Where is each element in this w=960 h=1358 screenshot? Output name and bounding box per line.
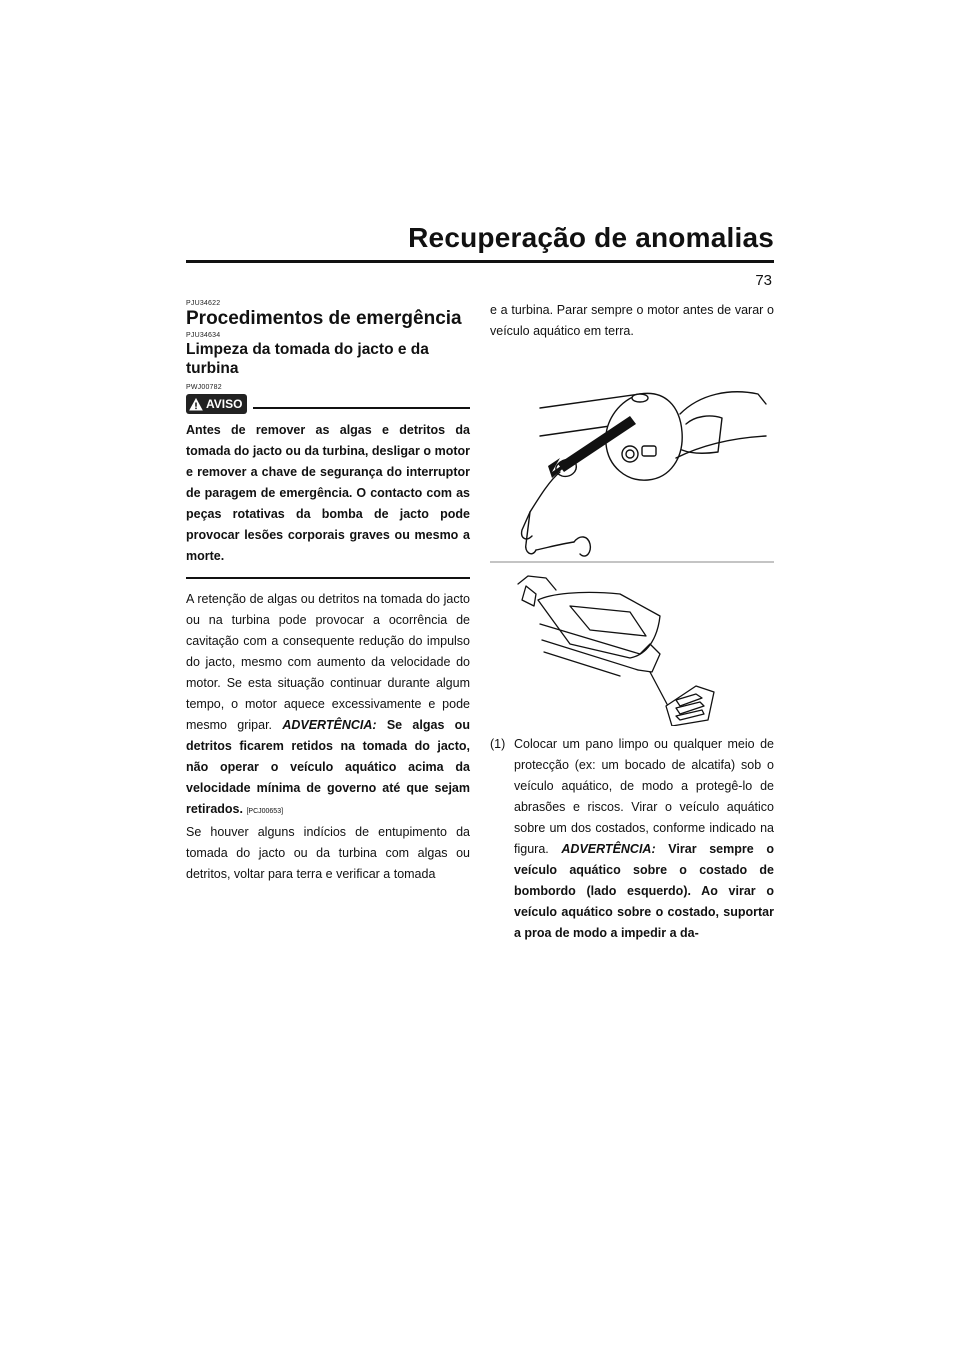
advertencia-label: ADVERTÊNCIA: (561, 842, 656, 856)
advertencia-label: ADVERTÊNCIA: (282, 718, 377, 732)
header-rule (186, 260, 774, 263)
left-column (186, 300, 470, 885)
warning-code: PWJ00782 (186, 384, 222, 391)
step-text: Colocar um pano limpo ou qualquer meio de protecção (ex: um bocado de alcatifa) sob o veículo aquático, de modo a protegê-lo de abrasões e riscos. Virar o veículo aquático sobre um dos costados, conforme indicado na figura. (514, 737, 774, 856)
subsection-title: Limpeza da tomada do jacto e da turbina (186, 341, 429, 377)
reference-code: [PCJ00653] (246, 808, 284, 815)
warning-text: Antes de remover as algas e detritos da tomada do jacto ou da turbina, desligar o motor e remover a chave de segurança do interruptor de paragem de emergência. O contacto com as peças rotativas da bomba de jacto pode provocar lesões corporais graves ou mesmo a morte. (186, 423, 470, 563)
section-code: PJU34622 (186, 300, 221, 307)
aviso-badge (186, 394, 247, 414)
paragraph-1-text: A retenção de algas ou detritos na tomada do jacto ou na turbina pode provocar a ocorrência de cavitação com a consequente redução do impulso do jacto, mesmo com aumento da velocidade do motor. Se esta situação continuar durante algum tempo, o motor aquece excessivamente e pode mesmo gripar. (186, 592, 470, 732)
paragraph-1 (186, 589, 470, 822)
paragraph-continued: e a turbina. Parar sempre o motor antes de varar o veículo aquático em terra. (490, 303, 774, 338)
page-number: 73 (755, 272, 772, 289)
warning-top-rule (253, 407, 470, 409)
step-body (514, 734, 774, 944)
paragraph-2: Se houver alguns indícios de entupimento da tomada do jacto ou da turbina com algas ou detritos, voltar para terra e verificar a tomada (186, 825, 470, 881)
step-number: (1) (490, 737, 506, 751)
aviso-label: AVISO (206, 397, 243, 411)
page-title: Recuperação de anomalias (408, 222, 774, 253)
step-1 (490, 734, 774, 944)
section-title: Procedimentos de emergência (186, 308, 462, 329)
warning-bottom-rule (186, 577, 470, 579)
warning-header (186, 394, 470, 414)
jet-ski-illustration (490, 354, 774, 726)
advertencia-text: Virar sempre o veículo aquático sobre o costado de bombordo (lado esquerdo). Ao virar o veículo aquático sobre o costado, suportar a proa de modo a impedir a da- (514, 842, 774, 940)
subsection-code: PJU34634 (186, 332, 221, 339)
right-column (490, 300, 774, 944)
advertencia-text: Se algas ou detritos ficarem retidos na tomada do jacto, não operar o veículo aquático acima da velocidade mínima de governo até que sejam retirados. (186, 718, 470, 816)
warning-triangle-icon (189, 398, 203, 411)
procedure-figure (490, 354, 774, 726)
